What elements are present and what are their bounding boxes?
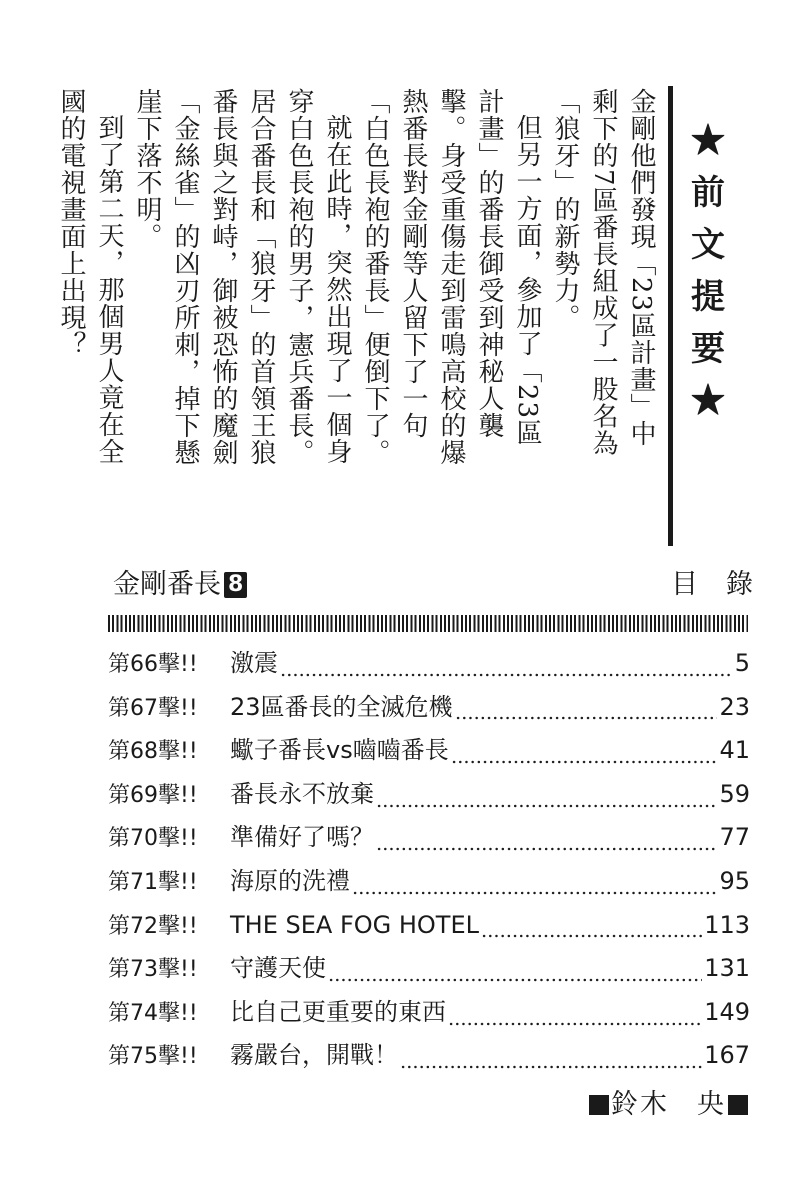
toc-entry[interactable] xyxy=(108,645,750,689)
chapter-title: 霧嚴台，開戰！ xyxy=(230,1041,398,1070)
chapter-number: 第69擊!! xyxy=(108,782,198,808)
chapter-title: 海原的洗禮 xyxy=(230,866,350,895)
dot-leader xyxy=(376,845,717,853)
book-title xyxy=(113,567,247,603)
chapter-number: 第67擊!! xyxy=(108,695,198,721)
chapter-title: 守護天使 xyxy=(230,954,326,983)
chapter-title: 蠍子番長vs嚙嚙番長 xyxy=(230,736,449,765)
page-number: 95 xyxy=(719,866,750,895)
chapter-number: 第74擊!! xyxy=(108,1000,198,1026)
toc-label: 目錄 xyxy=(671,569,781,600)
summary-title: ★前文提要★ xyxy=(684,122,725,434)
chapter-title: 23區番長的全滅危機 xyxy=(230,692,453,721)
book-title-text: 金剛番長 xyxy=(113,569,221,600)
summary-paragraph: 就在此時，突然出現了一個身穿白色長袍的男子，憲兵番長。居合番長和「狼牙」的首領王狼番長與之對峙，御被恐怖的魔劍「金絲雀」的凶刃所刺，掉下懸崖下落不明。 xyxy=(132,88,352,466)
author-surname: 鈴木 xyxy=(611,1089,669,1120)
summary-paragraph: 到了第二天，那個男人竟在全國的電視畫面上出現？ xyxy=(56,88,124,465)
toc-header xyxy=(113,567,781,607)
dot-leader xyxy=(352,889,717,897)
summary-paragraph: 金剛他們發現「23區計畫」中剩下的7區番長組成了一股名為「狼牙」的新勢力。 xyxy=(550,88,656,457)
page-number: 113 xyxy=(704,910,750,939)
chapter-number: 第68擊!! xyxy=(108,739,198,765)
toc-entry[interactable] xyxy=(108,1037,750,1081)
chapter-number: 第75擊!! xyxy=(108,1044,198,1070)
chapter-number: 第70擊!! xyxy=(108,826,198,852)
page-number: 23 xyxy=(719,692,750,721)
author-name xyxy=(611,1087,726,1123)
chapter-title: THE SEA FOG HOTEL xyxy=(230,910,479,939)
dot-leader xyxy=(328,976,702,984)
chapter-number: 第72擊!! xyxy=(108,913,198,939)
summary-divider xyxy=(668,86,673,546)
page-number: 149 xyxy=(704,997,750,1026)
square-bullet-icon xyxy=(728,1095,748,1115)
page-number: 167 xyxy=(704,1041,750,1070)
page-number: 59 xyxy=(719,779,750,808)
toc-entry[interactable] xyxy=(108,819,750,863)
toc-entry[interactable] xyxy=(108,776,750,820)
chapter-number: 第73擊!! xyxy=(108,957,198,983)
page-number: 77 xyxy=(719,823,750,852)
chapter-title: 準備好了嗎？ xyxy=(230,823,374,852)
toc-entry[interactable] xyxy=(108,950,750,994)
toc-entry[interactable] xyxy=(108,732,750,776)
dot-leader xyxy=(448,1020,702,1028)
toc-list xyxy=(108,645,750,1081)
dot-leader xyxy=(376,802,717,810)
author-given-name: 央 xyxy=(697,1089,726,1120)
page-number: 131 xyxy=(704,954,750,983)
dot-leader xyxy=(280,671,733,679)
page-number: 5 xyxy=(734,649,750,677)
story-summary xyxy=(56,78,730,478)
page-number: 41 xyxy=(719,736,750,765)
dot-leader xyxy=(400,1063,702,1071)
volume-badge: 8 xyxy=(224,572,247,598)
summary-paragraph: 但另一方面，參加了「23區計畫」的番長御受到神秘人襲擊。身受重傷走到雷鳴高校的爆熱番長對金剛等人留下了一句「白色長袍的番長」便倒下了。 xyxy=(360,88,542,466)
dot-leader xyxy=(451,758,718,766)
chapter-number: 第71擊!! xyxy=(108,869,198,895)
toc-entry[interactable] xyxy=(108,689,750,733)
chapter-title: 比自己更重要的東西 xyxy=(230,997,446,1026)
toc-entry[interactable] xyxy=(108,907,750,951)
dot-leader xyxy=(455,714,718,722)
barcode-divider xyxy=(108,615,748,632)
dot-leader xyxy=(481,932,702,940)
chapter-number: 第66擊!! xyxy=(108,652,198,677)
summary-body xyxy=(56,88,660,468)
chapter-title: 激震 xyxy=(230,649,278,677)
chapter-title: 番長永不放棄 xyxy=(230,779,374,808)
toc-entry[interactable] xyxy=(108,863,750,907)
square-bullet-icon xyxy=(589,1095,609,1115)
author-credit xyxy=(589,1087,748,1123)
toc-entry[interactable] xyxy=(108,994,750,1038)
